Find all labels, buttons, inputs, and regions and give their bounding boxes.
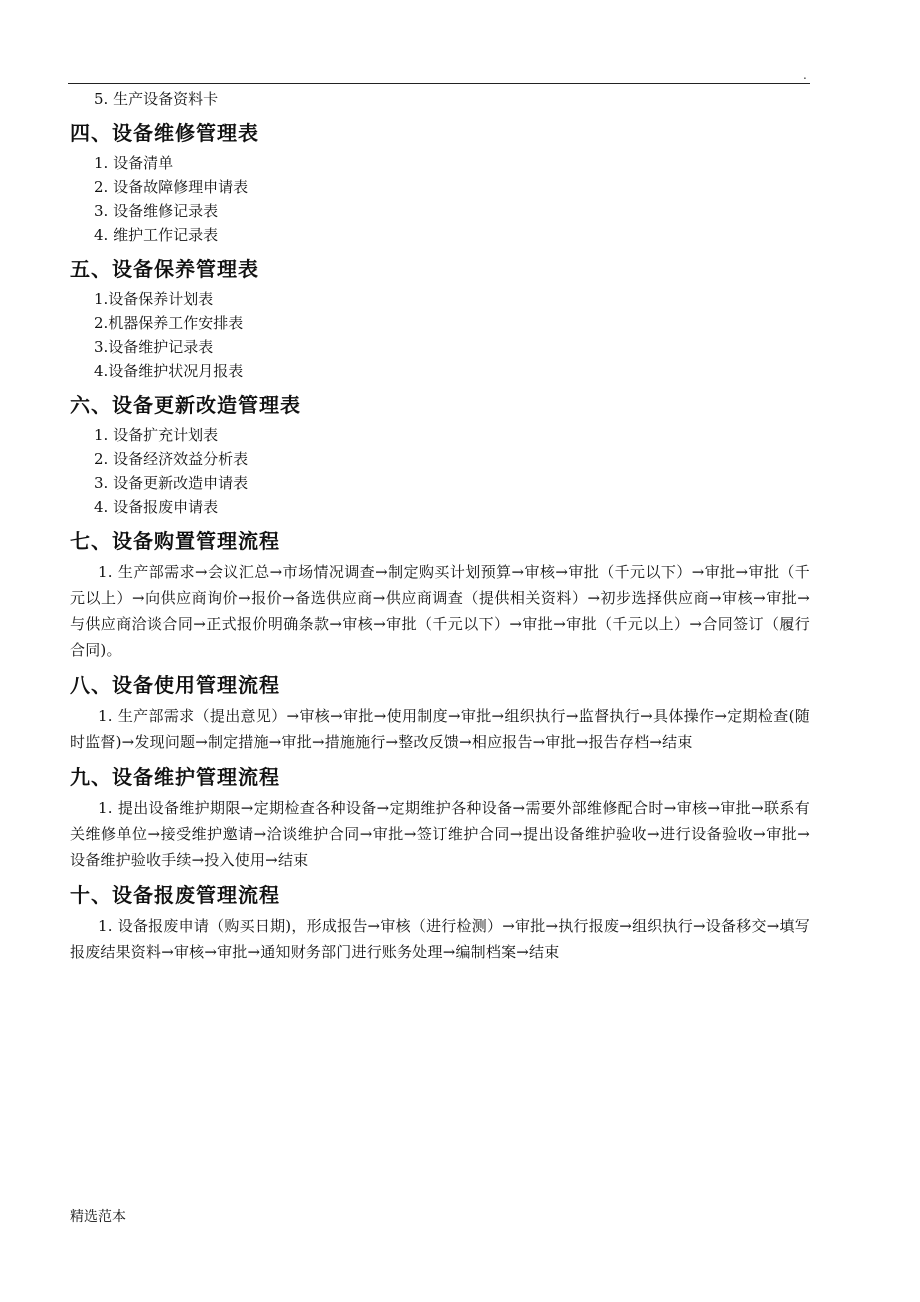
list-item: 2. 设备经济效益分析表: [94, 450, 249, 468]
section-title: 十、设备报废管理流程: [70, 883, 280, 907]
page-footer: 精选范本: [70, 1209, 126, 1225]
list-item: 4. 设备报废申请表: [94, 498, 219, 516]
list-item: 4.设备维护状况月报表: [94, 362, 244, 380]
list-item: 2.机器保养工作安排表: [94, 314, 244, 332]
list-item: 3.设备维护记录表: [94, 338, 214, 356]
header-mark: .: [803, 68, 807, 82]
process-paragraph: 1. 提出设备维护期限→定期检查各种设备→定期维护各种设备→需要外部维修配合时→审核→审批→联系有关维修单位→接受维护邀请→洽谈维护合同→审批→签订维护合同→提出设备维护验收→进行设备验收→审批→设备维护验收手续→投入使用→结束: [70, 799, 810, 869]
list-item: 3. 设备维修记录表: [94, 202, 219, 220]
section-title: 四、设备维修管理表: [70, 121, 259, 145]
section-title: 五、设备保养管理表: [70, 257, 259, 281]
list-item: 1. 设备清单: [94, 154, 174, 172]
header-rule: [68, 83, 810, 84]
process-paragraph: 1. 生产部需求→会议汇总→市场情况调查→制定购买计划预算→审核→审批（千元以下）→审批→审批（千元以上）→向供应商询价→报价→备选供应商→供应商调查（提供相关资料）→初步选择供应商→审核→审批→与供应商洽谈合同→正式报价明确条款→审核→审批（千元以下）→审批→审批（千元以上）→合同签订（履行合同)。: [70, 563, 810, 659]
list-item: 3. 设备更新改造申请表: [94, 474, 249, 492]
section-title: 七、设备购置管理流程: [70, 529, 280, 553]
list-item: 1.设备保养计划表: [94, 290, 214, 308]
list-item: 2. 设备故障修理申请表: [94, 178, 249, 196]
list-item: 5. 生产设备资料卡: [94, 90, 219, 108]
process-paragraph: 1. 生产部需求（提出意见）→审核→审批→使用制度→审批→组织执行→监督执行→具体操作→定期检查(随时监督)→发现问题→制定措施→审批→措施施行→整改反馈→相应报告→审批→报告存档→结束: [70, 707, 810, 751]
process-paragraph: 1. 设备报废申请（购买日期)，形成报告→审核（进行检测）→审批→执行报废→组织执行→设备移交→填写报废结果资料→审核→审批→通知财务部门进行账务处理→编制档案→结束: [70, 917, 810, 961]
list-item: 4. 维护工作记录表: [94, 226, 219, 244]
section-title: 九、设备维护管理流程: [70, 765, 280, 789]
list-item: 1. 设备扩充计划表: [94, 426, 219, 444]
section-title: 八、设备使用管理流程: [70, 673, 280, 697]
section-title: 六、设备更新改造管理表: [70, 393, 301, 417]
document-body: [70, 87, 810, 965]
